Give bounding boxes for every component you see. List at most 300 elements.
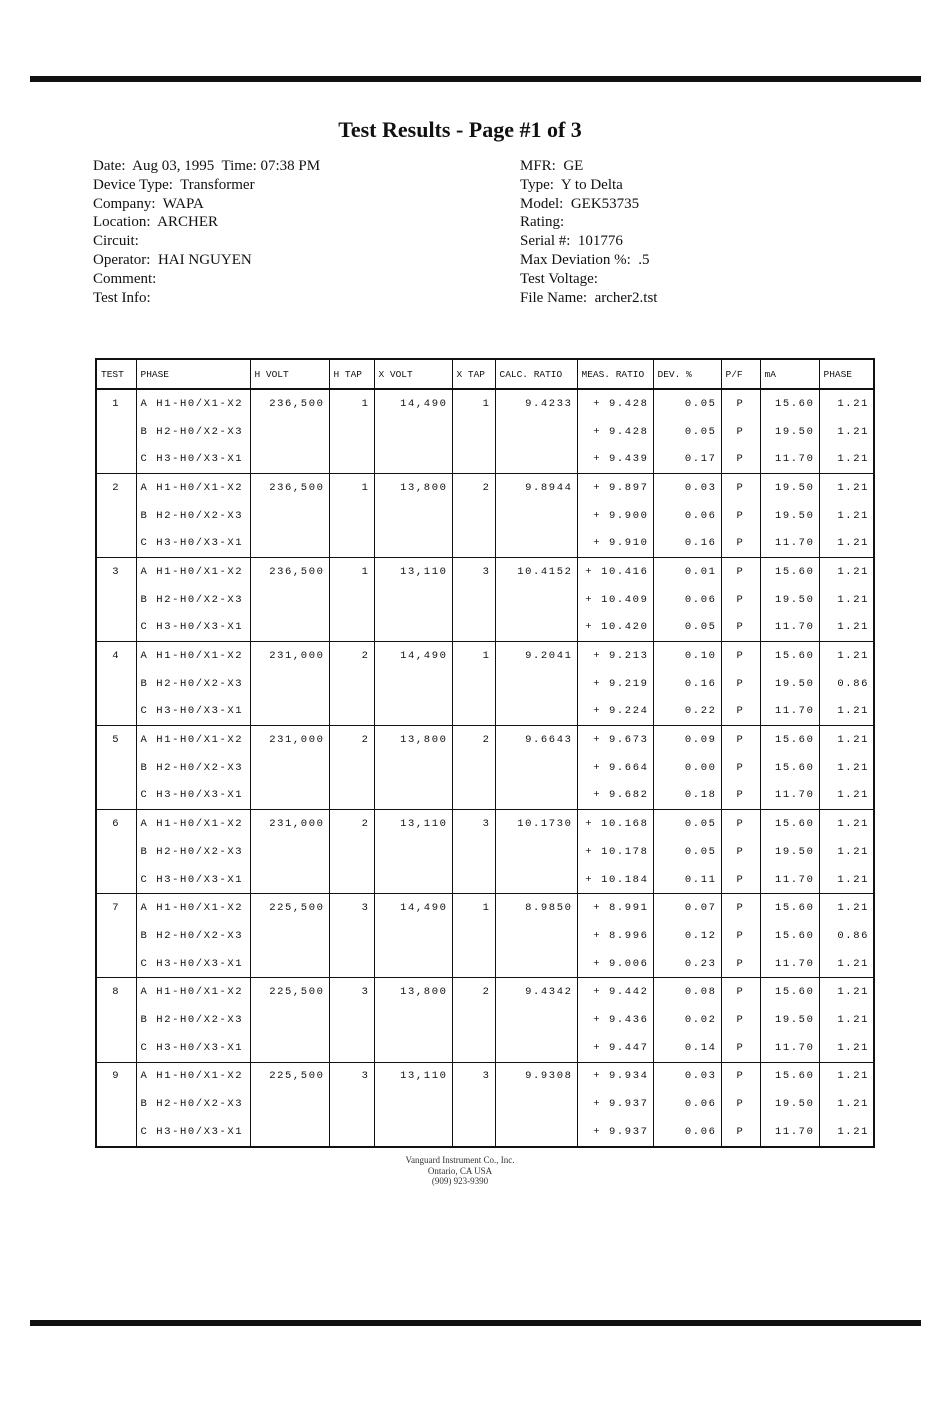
cell-x-tap [452, 586, 495, 614]
cell-phase: A H1-H0/X1-X2 [136, 558, 250, 586]
cell-calc-ratio [495, 529, 577, 557]
cell-phase: A H1-H0/X1-X2 [136, 642, 250, 670]
cell-h-tap [329, 754, 374, 782]
cell-h-tap [329, 866, 374, 894]
cell-x-volt: 13,110 [374, 558, 452, 586]
cell-calc-ratio: 9.9308 [495, 1062, 577, 1090]
cell-pass-fail: P [721, 1006, 760, 1034]
table-row [96, 1034, 874, 1062]
cell-test [96, 698, 136, 726]
cell-ma: 19.50 [760, 1006, 819, 1034]
cell-ma: 19.50 [760, 838, 819, 866]
cell-pass-fail: P [721, 474, 760, 502]
table-row [96, 978, 874, 1006]
cell-dev-pct: 0.09 [653, 726, 721, 754]
cell-x-tap [452, 754, 495, 782]
cell-h-tap: 3 [329, 894, 374, 922]
cell-meas-ratio: + 10.409 [577, 586, 653, 614]
cell-pass-fail: P [721, 782, 760, 810]
cell-x-volt [374, 838, 452, 866]
cell-dev-pct: 0.06 [653, 586, 721, 614]
top-rule [30, 76, 921, 82]
cell-meas-ratio: + 9.682 [577, 782, 653, 810]
cell-h-volt [250, 754, 329, 782]
cell-meas-ratio: + 10.168 [577, 810, 653, 838]
cell-meas-ratio: + 9.428 [577, 418, 653, 446]
cell-h-tap [329, 614, 374, 642]
cell-h-tap: 1 [329, 389, 374, 418]
cell-ma: 19.50 [760, 474, 819, 502]
cell-calc-ratio: 10.1730 [495, 810, 577, 838]
table-row [96, 642, 874, 670]
cell-test [96, 502, 136, 530]
cell-x-volt [374, 1090, 452, 1118]
cell-x-volt [374, 670, 452, 698]
cell-pass-fail: P [721, 529, 760, 557]
cell-h-tap [329, 1090, 374, 1118]
cell-ma: 15.60 [760, 558, 819, 586]
table-row [96, 418, 874, 446]
cell-dev-pct: 0.03 [653, 474, 721, 502]
cell-phase-angle: 1.21 [819, 1006, 874, 1034]
cell-calc-ratio [495, 1090, 577, 1118]
cell-ma: 15.60 [760, 810, 819, 838]
cell-h-tap: 2 [329, 642, 374, 670]
cell-dev-pct: 0.23 [653, 950, 721, 978]
cell-h-volt [250, 418, 329, 446]
cell-h-volt: 236,500 [250, 474, 329, 502]
cell-h-tap [329, 950, 374, 978]
cell-ma: 11.70 [760, 698, 819, 726]
cell-calc-ratio: 8.9850 [495, 894, 577, 922]
cell-pass-fail: P [721, 1090, 760, 1118]
cell-meas-ratio: + 9.937 [577, 1090, 653, 1118]
cell-meas-ratio: + 9.436 [577, 1006, 653, 1034]
cell-dev-pct: 0.00 [653, 754, 721, 782]
cell-x-volt: 14,490 [374, 894, 452, 922]
cell-h-volt [250, 1006, 329, 1034]
cell-dev-pct: 0.05 [653, 838, 721, 866]
cell-x-tap: 1 [452, 642, 495, 670]
cell-phase: B H2-H0/X2-X3 [136, 418, 250, 446]
cell-x-volt: 13,800 [374, 726, 452, 754]
cell-meas-ratio: + 9.447 [577, 1034, 653, 1062]
cell-test [96, 670, 136, 698]
cell-h-tap [329, 1006, 374, 1034]
column-header-dev-pct: DEV. % [653, 359, 721, 389]
cell-x-tap [452, 502, 495, 530]
cell-calc-ratio [495, 782, 577, 810]
cell-h-volt [250, 614, 329, 642]
table-row [96, 922, 874, 950]
cell-phase: B H2-H0/X2-X3 [136, 670, 250, 698]
date-time: Date: Aug 03, 1995 Time: 07:38 PM [93, 158, 321, 174]
cell-dev-pct: 0.22 [653, 698, 721, 726]
cell-x-tap: 3 [452, 810, 495, 838]
cell-dev-pct: 0.08 [653, 978, 721, 1006]
cell-dev-pct: 0.17 [653, 445, 721, 473]
cell-phase-angle: 1.21 [819, 754, 874, 782]
cell-pass-fail: P [721, 642, 760, 670]
cell-h-volt: 231,000 [250, 810, 329, 838]
cell-phase: C H3-H0/X3-X1 [136, 782, 250, 810]
cell-calc-ratio [495, 670, 577, 698]
cell-meas-ratio: + 9.937 [577, 1118, 653, 1147]
cell-x-volt [374, 866, 452, 894]
cell-pass-fail: P [721, 810, 760, 838]
footer-address: Ontario, CA USA [427, 1165, 493, 1176]
cell-h-volt [250, 922, 329, 950]
rating: Rating: [520, 214, 565, 231]
cell-meas-ratio: + 9.219 [577, 670, 653, 698]
table-row [96, 614, 874, 642]
cell-meas-ratio: + 9.910 [577, 529, 653, 557]
cell-dev-pct: 0.18 [653, 782, 721, 810]
cell-meas-ratio: + 9.897 [577, 474, 653, 502]
cell-test: 8 [96, 978, 136, 1006]
cell-calc-ratio [495, 698, 577, 726]
cell-ma: 19.50 [760, 502, 819, 530]
model: Model: GEK53735 [520, 195, 640, 212]
cell-h-tap [329, 502, 374, 530]
cell-ma: 11.70 [760, 614, 819, 642]
cell-phase: A H1-H0/X1-X2 [136, 810, 250, 838]
cell-test: 4 [96, 642, 136, 670]
cell-dev-pct: 0.10 [653, 642, 721, 670]
cell-phase: B H2-H0/X2-X3 [136, 1090, 250, 1118]
cell-x-tap: 3 [452, 1062, 495, 1090]
cell-ma: 15.60 [760, 1062, 819, 1090]
cell-pass-fail: P [721, 978, 760, 1006]
cell-phase: A H1-H0/X1-X2 [136, 978, 250, 1006]
cell-calc-ratio [495, 754, 577, 782]
cell-h-tap [329, 445, 374, 473]
cell-dev-pct: 0.05 [653, 810, 721, 838]
cell-h-volt [250, 1118, 329, 1147]
cell-pass-fail: P [721, 866, 760, 894]
cell-ma: 11.70 [760, 445, 819, 473]
comment: Comment: [93, 270, 157, 287]
cell-phase-angle: 1.21 [819, 838, 874, 866]
column-header-meas-ratio: MEAS. RATIO [577, 359, 653, 389]
cell-phase-angle: 0.86 [819, 922, 874, 950]
cell-test [96, 922, 136, 950]
cell-x-tap [452, 1118, 495, 1147]
cell-dev-pct: 0.06 [653, 1118, 721, 1147]
bottom-rule [30, 1320, 921, 1326]
cell-phase: C H3-H0/X3-X1 [136, 1118, 250, 1147]
cell-dev-pct: 0.12 [653, 922, 721, 950]
cell-phase: C H3-H0/X3-X1 [136, 614, 250, 642]
cell-dev-pct: 0.01 [653, 558, 721, 586]
cell-phase: B H2-H0/X2-X3 [136, 838, 250, 866]
cell-phase-angle: 1.21 [819, 726, 874, 754]
table-row [96, 838, 874, 866]
cell-phase: A H1-H0/X1-X2 [136, 894, 250, 922]
cell-x-tap [452, 922, 495, 950]
cell-x-volt: 14,490 [374, 642, 452, 670]
cell-phase: C H3-H0/X3-X1 [136, 445, 250, 473]
column-header-h-tap: H TAP [329, 359, 374, 389]
cell-h-volt: 225,500 [250, 1062, 329, 1090]
cell-h-tap [329, 922, 374, 950]
cell-pass-fail: P [721, 558, 760, 586]
cell-x-volt: 13,800 [374, 474, 452, 502]
cell-h-tap [329, 529, 374, 557]
cell-h-tap: 3 [329, 978, 374, 1006]
cell-phase-angle: 0.86 [819, 670, 874, 698]
cell-x-tap [452, 866, 495, 894]
table-header-row [96, 359, 874, 389]
cell-calc-ratio [495, 445, 577, 473]
cell-phase: B H2-H0/X2-X3 [136, 502, 250, 530]
table-row [96, 670, 874, 698]
cell-x-tap: 2 [452, 474, 495, 502]
table-row [96, 810, 874, 838]
cell-phase-angle: 1.21 [819, 558, 874, 586]
cell-h-volt [250, 670, 329, 698]
cell-ma: 15.60 [760, 978, 819, 1006]
cell-calc-ratio: 9.8944 [495, 474, 577, 502]
cell-x-volt: 13,110 [374, 1062, 452, 1090]
test-voltage: Test Voltage: [520, 270, 598, 287]
cell-ma: 19.50 [760, 1090, 819, 1118]
table-row [96, 445, 874, 473]
cell-dev-pct: 0.16 [653, 670, 721, 698]
cell-calc-ratio: 9.4342 [495, 978, 577, 1006]
cell-test [96, 866, 136, 894]
cell-phase-angle: 1.21 [819, 418, 874, 446]
cell-h-volt: 231,000 [250, 726, 329, 754]
cell-phase: C H3-H0/X3-X1 [136, 698, 250, 726]
cell-h-tap: 2 [329, 810, 374, 838]
cell-x-tap [452, 670, 495, 698]
column-header-x-volt: X VOLT [374, 359, 452, 389]
cell-x-tap [452, 614, 495, 642]
cell-test: 7 [96, 894, 136, 922]
cell-dev-pct: 0.06 [653, 1090, 721, 1118]
table-row [96, 894, 874, 922]
cell-test: 3 [96, 558, 136, 586]
cell-h-volt [250, 502, 329, 530]
cell-h-volt [250, 950, 329, 978]
cell-ma: 11.70 [760, 1118, 819, 1147]
info-right [520, 157, 657, 307]
cell-pass-fail: P [721, 754, 760, 782]
cell-phase-angle: 1.21 [819, 502, 874, 530]
cell-calc-ratio [495, 502, 577, 530]
table-row [96, 726, 874, 754]
cell-ma: 19.50 [760, 586, 819, 614]
cell-meas-ratio: + 9.442 [577, 978, 653, 1006]
cell-calc-ratio [495, 1034, 577, 1062]
cell-test [96, 1034, 136, 1062]
cell-test [96, 754, 136, 782]
cell-h-volt [250, 838, 329, 866]
cell-dev-pct: 0.05 [653, 418, 721, 446]
info-left [93, 157, 320, 307]
cell-x-volt [374, 782, 452, 810]
cell-test: 5 [96, 726, 136, 754]
cell-dev-pct: 0.14 [653, 1034, 721, 1062]
cell-phase: A H1-H0/X1-X2 [136, 1062, 250, 1090]
test-info: Test Info: [93, 289, 151, 306]
cell-x-volt [374, 502, 452, 530]
cell-h-volt [250, 529, 329, 557]
cell-x-tap: 1 [452, 389, 495, 418]
cell-x-volt: 13,110 [374, 810, 452, 838]
cell-phase: C H3-H0/X3-X1 [136, 866, 250, 894]
cell-ma: 19.50 [760, 670, 819, 698]
cell-calc-ratio: 9.4233 [495, 389, 577, 418]
table-row [96, 950, 874, 978]
cell-x-volt [374, 614, 452, 642]
cell-dev-pct: 0.03 [653, 1062, 721, 1090]
cell-meas-ratio: + 9.673 [577, 726, 653, 754]
cell-meas-ratio: + 9.900 [577, 502, 653, 530]
serial-number: Serial #: 101776 [520, 233, 623, 250]
cell-h-volt [250, 698, 329, 726]
cell-h-volt: 225,500 [250, 978, 329, 1006]
cell-h-tap [329, 698, 374, 726]
cell-h-volt [250, 782, 329, 810]
cell-calc-ratio [495, 950, 577, 978]
column-header-phase: PHASE [136, 359, 250, 389]
cell-phase-angle: 1.21 [819, 810, 874, 838]
cell-phase-angle: 1.21 [819, 866, 874, 894]
cell-meas-ratio: + 9.213 [577, 642, 653, 670]
table-row [96, 502, 874, 530]
cell-ma: 11.70 [760, 950, 819, 978]
cell-test: 9 [96, 1062, 136, 1090]
cell-ma: 19.50 [760, 418, 819, 446]
cell-x-tap: 3 [452, 558, 495, 586]
cell-pass-fail: P [721, 418, 760, 446]
footer-phone: (909) 923-9390 [431, 1176, 489, 1186]
column-header-pass-fail: P/F [721, 359, 760, 389]
cell-x-volt [374, 922, 452, 950]
footer-company: Vanguard Instrument Co., Inc. [405, 1155, 515, 1165]
cell-ma: 15.60 [760, 642, 819, 670]
column-header-h-volt: H VOLT [250, 359, 329, 389]
cell-x-tap [452, 698, 495, 726]
cell-h-volt: 236,500 [250, 558, 329, 586]
cell-h-tap: 2 [329, 726, 374, 754]
cell-phase: A H1-H0/X1-X2 [136, 474, 250, 502]
cell-meas-ratio: + 9.439 [577, 445, 653, 473]
cell-phase: B H2-H0/X2-X3 [136, 922, 250, 950]
cell-calc-ratio [495, 614, 577, 642]
cell-pass-fail: P [721, 389, 760, 418]
cell-test [96, 614, 136, 642]
table-row [96, 866, 874, 894]
cell-test [96, 782, 136, 810]
cell-pass-fail: P [721, 445, 760, 473]
column-header-x-tap: X TAP [452, 359, 495, 389]
cell-x-tap [452, 950, 495, 978]
cell-h-tap [329, 418, 374, 446]
cell-h-volt [250, 586, 329, 614]
cell-phase-angle: 1.21 [819, 1034, 874, 1062]
page-title: Test Results - Page #1 of 3 [338, 117, 582, 142]
cell-phase-angle: 1.21 [819, 389, 874, 418]
cell-x-volt [374, 950, 452, 978]
cell-test [96, 418, 136, 446]
cell-ma: 11.70 [760, 866, 819, 894]
cell-meas-ratio: + 8.991 [577, 894, 653, 922]
cell-ma: 11.70 [760, 1034, 819, 1062]
table-row [96, 754, 874, 782]
cell-x-volt [374, 754, 452, 782]
cell-meas-ratio: + 9.006 [577, 950, 653, 978]
cell-meas-ratio: + 10.184 [577, 866, 653, 894]
cell-x-volt [374, 418, 452, 446]
cell-phase-angle: 1.21 [819, 445, 874, 473]
table-row [96, 474, 874, 502]
cell-phase-angle: 1.21 [819, 782, 874, 810]
cell-x-volt [374, 698, 452, 726]
cell-dev-pct: 0.06 [653, 502, 721, 530]
cell-pass-fail: P [721, 670, 760, 698]
cell-x-tap: 2 [452, 726, 495, 754]
manufacturer: MFR: GE [520, 158, 584, 174]
cell-x-volt: 14,490 [374, 389, 452, 418]
cell-dev-pct: 0.02 [653, 1006, 721, 1034]
table-row [96, 1006, 874, 1034]
table-row [96, 1090, 874, 1118]
location: Location: ARCHER [93, 214, 218, 231]
cell-dev-pct: 0.07 [653, 894, 721, 922]
column-header-test: TEST [96, 359, 136, 389]
cell-meas-ratio: + 10.416 [577, 558, 653, 586]
cell-phase: C H3-H0/X3-X1 [136, 529, 250, 557]
cell-phase: B H2-H0/X2-X3 [136, 586, 250, 614]
operator: Operator: HAI NGUYEN [93, 251, 252, 268]
cell-h-tap: 1 [329, 558, 374, 586]
cell-x-tap: 1 [452, 894, 495, 922]
cell-ma: 15.60 [760, 754, 819, 782]
cell-test [96, 586, 136, 614]
cell-phase-angle: 1.21 [819, 1090, 874, 1118]
cell-phase-angle: 1.21 [819, 642, 874, 670]
cell-ma: 15.60 [760, 922, 819, 950]
table-row [96, 389, 874, 418]
cell-h-volt [250, 1090, 329, 1118]
cell-phase-angle: 1.21 [819, 894, 874, 922]
cell-pass-fail: P [721, 838, 760, 866]
cell-pass-fail: P [721, 950, 760, 978]
cell-test [96, 445, 136, 473]
cell-x-tap [452, 445, 495, 473]
cell-test [96, 529, 136, 557]
cell-meas-ratio: + 9.224 [577, 698, 653, 726]
cell-test [96, 1090, 136, 1118]
cell-calc-ratio: 9.2041 [495, 642, 577, 670]
cell-phase-angle: 1.21 [819, 978, 874, 1006]
cell-x-tap [452, 1006, 495, 1034]
cell-dev-pct: 0.16 [653, 529, 721, 557]
cell-calc-ratio: 10.4152 [495, 558, 577, 586]
cell-h-tap [329, 1118, 374, 1147]
circuit: Circuit: [93, 233, 139, 250]
cell-ma: 11.70 [760, 529, 819, 557]
table-row [96, 586, 874, 614]
cell-phase-angle: 1.21 [819, 1118, 874, 1147]
cell-calc-ratio [495, 838, 577, 866]
cell-x-volt [374, 529, 452, 557]
company: Company: WAPA [93, 195, 204, 212]
cell-test: 2 [96, 474, 136, 502]
